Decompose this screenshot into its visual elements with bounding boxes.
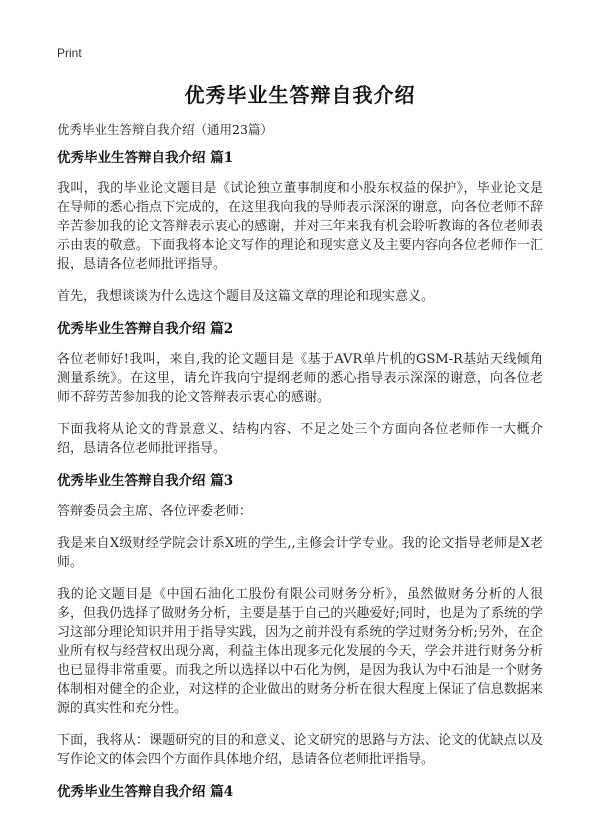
page-title: 优秀毕业生答辩自我介绍 bbox=[184, 83, 416, 107]
section bbox=[57, 319, 543, 458]
paragraph: 下面，我将从：课题研究的目的和意义、论文研究的思路与方法、论文的优缺点以及写作论文的体会四个方面作具体地介绍，恳请各位老师批评指导。 bbox=[57, 733, 543, 767]
paragraph: 我是来自X级财经学院会计系X班的学生,,主修会计学专业。我的论文指导老师是X老师。 bbox=[57, 536, 543, 570]
section-heading: 优秀毕业生答辩自我介绍 篇1 bbox=[57, 150, 234, 166]
paragraph: 下面我将从论文的背景意义、结构内容、不足之处三个方面向各位老师作一大概介绍，恳请各位老师批评指导。 bbox=[57, 422, 543, 456]
document-body bbox=[57, 148, 543, 813]
section bbox=[57, 471, 543, 769]
paragraph: 答辩委员会主席、各位评委老师： bbox=[57, 504, 253, 519]
document-subtitle: 优秀毕业生答辩自我介绍（通用23篇） bbox=[57, 122, 273, 137]
print-label[interactable]: Print bbox=[57, 46, 82, 60]
section-heading: 优秀毕业生答辩自我介绍 篇4 bbox=[57, 784, 234, 800]
section bbox=[57, 148, 543, 306]
paragraph: 各位老师好!我叫，来自,我的论文题目是《基于AVR单片机的GSM-R基站天线倾角测量系统》。在这里，请允许我向宁提纲老师的悉心指导表示深深的谢意，向各位老师不辞劳苦参加我的论文答辩表示衷心的感谢。 bbox=[57, 352, 543, 405]
section bbox=[57, 782, 543, 802]
paragraph: 我的论文题目是《中国石油化工股份有限公司财务分析》，虽然做财务分析的人很多，但我仍选择了做财务分析，主要是基于自己的兴趣爱好;同时，也是为了系统的学习这部分理论知识并用于指导实践，因为之前并没有系统的学过财务分析;另外，在企业所有权与经营权出现分离，利益主体出现多元化发展的今天，学会并进行财务分析也已显得非常重要。而我之所以选择以中石化为例，是因为我认为中石油是一个财务体制相对健全的企业，对这样的企业做出的财务分析在很大程度上保证了信息数据来源的真实性和充分性。 bbox=[57, 587, 543, 716]
section-heading: 优秀毕业生答辩自我介绍 篇2 bbox=[57, 321, 234, 337]
section-heading: 优秀毕业生答辩自我介绍 篇3 bbox=[57, 473, 234, 489]
paragraph: 首先，我想谈谈为什么选这个题目及这篇文章的理论和现实意义。 bbox=[57, 289, 435, 304]
paragraph: 我叫，我的毕业论文题目是《试论独立董事制度和小股东权益的保护》，毕业论文是在导师的悉心指点下完成的，在这里我向我的导师表示深深的谢意，向各位老师不辞辛苦参加我的论文答辩表示衷心的感谢，并对三年来我有机会聆听教诲的各位老师表示由衷的敬意。下面我将本论文写作的理论和现实意义及主要内容向各位老师作一汇报，恳请各位老师批评指导。 bbox=[57, 181, 543, 272]
